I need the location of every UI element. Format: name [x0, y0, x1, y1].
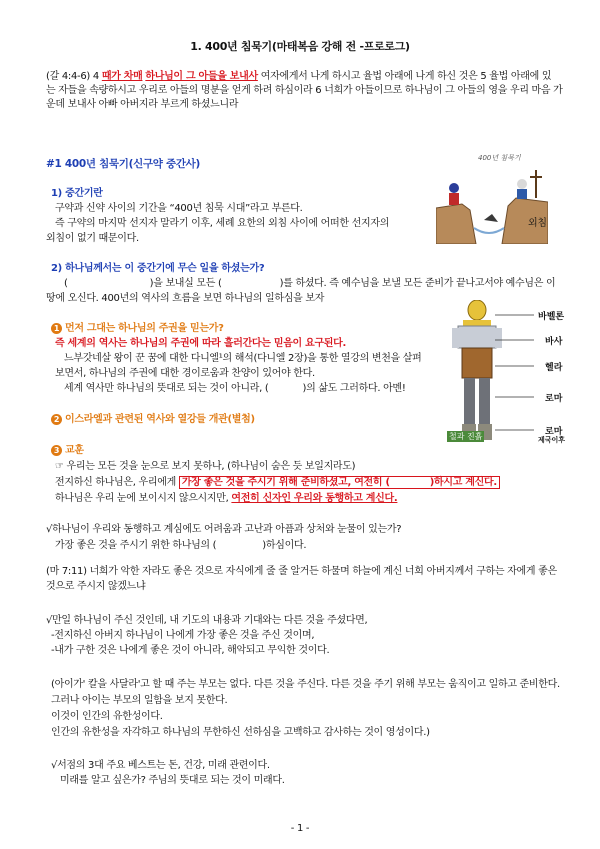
page-title: 1. 400년 침묵기(마태복음 강해 전 -프로로그) — [190, 40, 410, 53]
verse-line-1: (갈 4:4-6) 4 때가 차매 하나님이 그 아들을 보내사 여자에게서 나게 하시고 율법 아래에 나게 하신 것은 5 율법 아래에 있 — [46, 71, 552, 82]
interval-line-2-end: 외침 — [528, 218, 547, 229]
point-3-heading: 3 교훈 — [51, 444, 84, 458]
point-2-heading: 2 이스라엘과 관련된 역사와 열강들 개관(별첨) — [51, 413, 255, 427]
section-heading-silence: #1 400년 침묵기(신구약 중간사) — [46, 158, 201, 170]
page-number: - 1 - — [290, 823, 310, 834]
point-1-line-1: 느부갓네살 왕이 꾼 꿈에 대한 다니엘¹의 해석(다니엘 2장)을 통한 열강의 변천을 살펴 — [64, 353, 422, 364]
statue-label-persia: 바사 — [545, 337, 563, 347]
knife-line-1: (아이가' 칼을 사달라'고 할 때 주는 부모는 없다. 다른 것을 주신다. 다른 것을 주기 위해 부모는 움직이고 일하고 준비한다. — [51, 679, 560, 690]
verse-highlight-time: 때가 차매 — [101, 71, 143, 82]
statue-label-babylon: 바벨론 — [538, 312, 565, 322]
point-3-number: 3 — [51, 445, 62, 456]
point-1-emphasis: 즉 세계의 역사는 하나님의 주권에 따라 흘러간다는 믿음이 요구된다. — [55, 338, 347, 349]
point-2-number: 2 — [51, 414, 62, 425]
knife-line-3: 이것이 인간의 유한성이다. — [51, 711, 163, 722]
check-1-line-2: 가장 좋은 것을 주시기 위한 하나님의 ( )하심이다. — [55, 540, 307, 551]
statue-label-rome-2: 로마 — [545, 427, 563, 437]
verse-highlight-son: 하나님이 그 아들을 보내사 — [145, 71, 258, 82]
check-3-line-1: √서점의 3대 주요 베스트는 돈, 건강, 미래 관련이다. — [51, 760, 270, 771]
statue-bottom-label: 철과 진흙 — [449, 432, 483, 441]
knife-line-2: 그러나 아이는 부모의 일함을 보지 못한다. — [51, 695, 228, 706]
verse-line-2: 는 자들을 속량하시고 우리로 아들의 명분을 얻게 하려 하심이라 6 너희가 아들이므로 하나님이 그 아들의 영을 우리 마음 가 — [46, 85, 563, 96]
point-3-line-3: 하나님은 우리 눈에 보이시지 않으시지만, 여전히 신자인 우리와 동행하고 계신다. — [55, 493, 398, 504]
check-2-line-3: -내가 구한 것은 나에게 좋은 것이 아니라, 해악되고 무익한 것이다. — [51, 645, 330, 656]
god-work-line-1: ( )을 보내실 모든 ( )를 하셨다. 즉 예수님을 보낼 모든 준비가 끝나고서야 예수님은 이 — [64, 278, 556, 289]
point-1-number: 1 — [51, 323, 62, 334]
sub-heading-interval: 1) 중간기란 — [51, 188, 103, 199]
point-1-line-2: 보면서, 하나님의 주권에 대한 경이로움과 찬양이 있어야 한다. — [55, 368, 315, 379]
check-3-line-2: 미래를 알고 싶은가? 주님의 뜻대로 되는 것이 미래다. — [60, 775, 285, 786]
image-caption: 400년 침묵기 — [478, 154, 521, 162]
interval-line-3: 외침이 없기 때문이다. — [46, 233, 139, 244]
statue-connectors — [490, 300, 540, 450]
matthew-line-1: (마 7:11) 너희가 악한 자라도 좋은 것으로 자식에게 줄 줄 알거든 하물며 하늘에 계신 너희 아버지께서 구하는 자에게 좋은 — [46, 566, 557, 577]
check-2-line-1: √만일 하나님이 주신 것인데, 내 기도의 내용과 기대와는 다른 것을 주셨다면, — [46, 615, 368, 626]
verse-line-3: 운데 보내사 아빠 아버지라 부르게 하셨느니라 — [46, 99, 239, 110]
point-1-line-3: 세계 역사만 하나님의 뜻대로 되는 것이 아니라, ( )의 삶도 그러하다. 아멘! — [64, 383, 406, 394]
check-2-line-2: -전지하신 아버지 하나님이 나에게 가장 좋은 것을 주신 것이며, — [51, 630, 315, 641]
interval-line-2: 즉 구약의 마지막 선지자 말라기 이후, 세례 요한의 외침 사이에 어떠한 선지자의 — [55, 218, 390, 229]
statue-label-post-empire: 제국이후 — [538, 436, 566, 444]
sub-heading-god-work: 2) 하나님께서는 이 중간기에 무슨 일을 하셨는가? — [51, 263, 265, 274]
interval-line-1: 구약과 신약 사이의 기간을 “400년 침묵 시대”라고 부른다. — [55, 203, 303, 214]
statue-label-greece: 헬라 — [545, 363, 563, 373]
check-1-line-1: √하나님이 우리와 동행하고 계심에도 어려움과 고난과 아픔과 상처와 눈물이 있는가? — [46, 524, 402, 535]
matthew-line-2: 것으로 주시지 않겠느냐 — [46, 581, 146, 592]
statue-label-rome: 로마 — [545, 394, 563, 404]
point-3-line-2: 전지하신 하나님은, 우리에게 가장 좋은 것을 주시기 위해 준비하셨고, 여전히 ( )하시고 계신다. — [55, 476, 500, 490]
god-work-line-2: 땅에 오신다. 400년의 역사의 흐름을 보면 하나님의 일하심을 보자 — [46, 293, 325, 304]
point-3-line-1: ☞ 우리는 모든 것을 눈으로 보지 못하나, (하나님이 숨은 듯 보일지라도) — [55, 461, 356, 472]
cliff-illustration — [436, 168, 548, 244]
knife-line-4: 인간의 유한성을 자각하고 하나님의 무한하신 선하심을 고백하고 감사하는 것이 영성이다.) — [51, 727, 430, 738]
point-1-heading: 1 먼저 그대는 하나님의 주권을 믿는가? — [51, 322, 224, 336]
